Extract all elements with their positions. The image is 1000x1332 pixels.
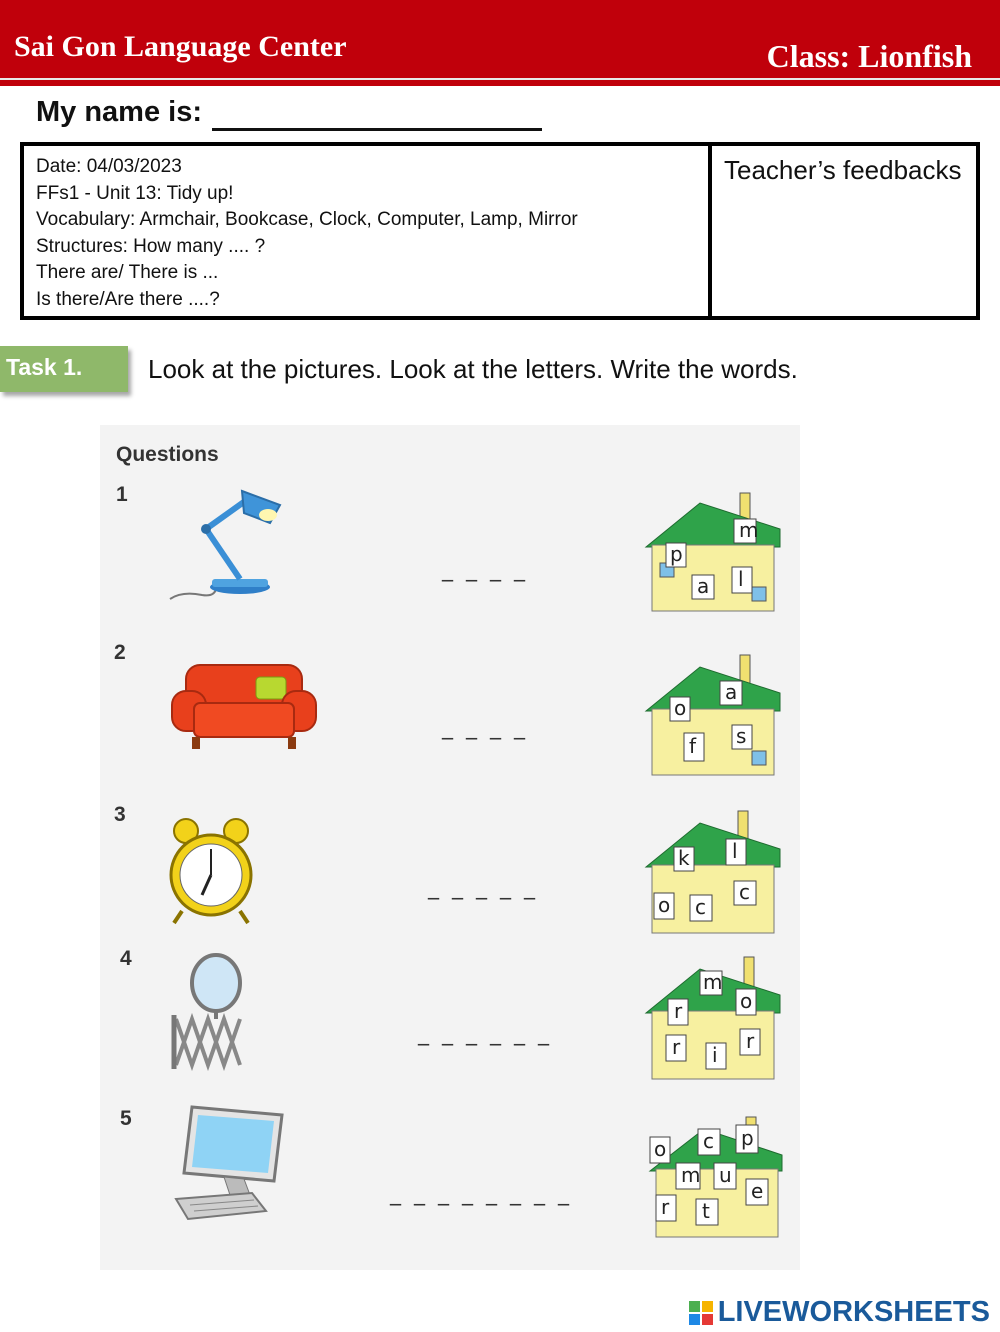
question-number: 3 [114, 803, 126, 826]
answer-blank[interactable]: _ _ _ _ _ _ _ _ [390, 1181, 572, 1206]
house-letter: p [741, 1126, 754, 1150]
lamp-picture [162, 483, 292, 605]
house-letter: a [697, 574, 710, 598]
house-letter: f [689, 734, 697, 758]
task-instruction: Look at the pictures. Look at the letters. Write the words. [148, 354, 798, 384]
house-letter: o [654, 1137, 667, 1161]
info-structure-3: Is there/Are there ....? [36, 288, 220, 310]
answer-blank[interactable]: _ _ _ _ _ [428, 875, 538, 900]
info-unit: FFs1 - Unit 13: Tidy up! [36, 182, 234, 204]
question-number: 1 [116, 483, 128, 506]
question-number: 4 [120, 947, 132, 970]
computer-picture [170, 1103, 286, 1221]
lesson-details [24, 146, 712, 316]
questions-title: Questions [116, 443, 219, 466]
house-letter: p [670, 542, 683, 566]
house-letters-5 [646, 1109, 786, 1239]
header-divider [0, 78, 1000, 80]
house-letter: e [751, 1179, 764, 1203]
questions-panel [100, 425, 800, 1270]
house-letter: r [661, 1195, 670, 1219]
house-letter: t [702, 1199, 710, 1223]
task-badge: Task 1. [0, 346, 128, 392]
house-letter: o [740, 989, 753, 1013]
house-letter: l [732, 839, 738, 863]
house-letters-1 [640, 489, 782, 613]
house-letter: o [674, 696, 687, 720]
header-bar [0, 0, 1000, 86]
house-letters-2 [640, 653, 782, 777]
house-letter: m [703, 970, 723, 994]
question-number: 2 [114, 641, 126, 664]
teacher-feedback: Teacher’s feedbacks [724, 155, 962, 185]
info-structures: Structures: How many .... ? [36, 235, 266, 257]
house-letter: c [703, 1129, 714, 1153]
house-letter: r [672, 1035, 681, 1059]
liveworksheets-logo-icon [688, 1300, 714, 1326]
house-letter: s [736, 724, 747, 748]
house-letter: u [719, 1163, 732, 1187]
mirror-picture [168, 953, 252, 1071]
answer-blank[interactable]: _ _ _ _ _ _ [418, 1021, 552, 1046]
house-letters-3 [640, 809, 782, 935]
logo-text: LIVEWORKSHEETS [717, 1296, 990, 1328]
house-letter: m [739, 518, 759, 542]
house-letter: r [746, 1029, 755, 1053]
center-title: Sai Gon Language Center [14, 30, 347, 63]
house-letter: a [725, 680, 738, 704]
house-letter: c [695, 895, 706, 919]
info-structure-2: There are/ There is ... [36, 262, 219, 284]
house-letter: m [681, 1163, 701, 1187]
clock-picture [166, 817, 256, 925]
house-letter: r [674, 999, 683, 1023]
house-letters-4 [640, 955, 784, 1081]
name-input-line[interactable] [212, 128, 542, 131]
house-letter: l [738, 567, 744, 591]
lesson-info-box [20, 142, 980, 320]
house-letter: c [739, 880, 750, 904]
info-date: Date: 04/03/2023 [36, 156, 182, 177]
info-vocabulary: Vocabulary: Armchair, Bookcase, Clock, Computer, Lamp, Mirror [36, 209, 578, 231]
house-letter: o [658, 893, 671, 917]
question-number: 5 [120, 1107, 132, 1130]
armchair-sofa-picture [168, 661, 320, 753]
house-letter: i [712, 1043, 718, 1067]
house-letter: k [678, 846, 690, 870]
answer-blank[interactable]: _ _ _ _ [442, 715, 528, 740]
liveworksheets-logo [688, 1296, 990, 1329]
answer-blank[interactable]: _ _ _ _ [442, 557, 528, 582]
class-label: Class: Lionfish [766, 38, 972, 74]
name-label: My name is: [36, 96, 202, 128]
